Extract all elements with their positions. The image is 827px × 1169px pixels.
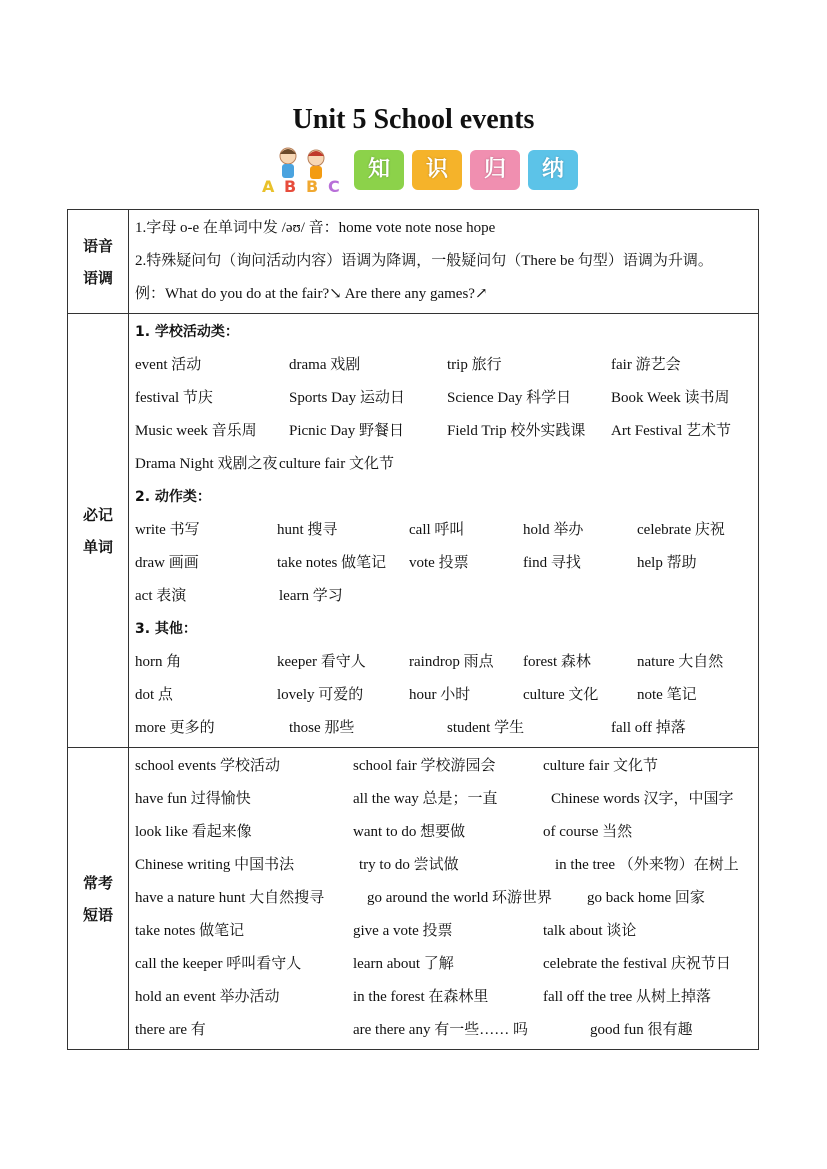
- vocab-row: [135, 415, 756, 448]
- vocab-item: hour 小时: [409, 687, 471, 703]
- phrase-item: learn about 了解: [353, 956, 454, 972]
- vocab-item: Picnic Day 野餐日: [289, 423, 404, 439]
- vocab-row: [135, 349, 756, 382]
- vocab-item: dot 点: [135, 687, 173, 703]
- vocab-item: raindrop 雨点: [409, 654, 494, 670]
- vocab-item: festival 节庆: [135, 390, 213, 406]
- vocab-item: hunt 搜寻: [277, 522, 338, 538]
- section-content: [129, 748, 759, 1050]
- banner-char: 归: [470, 150, 520, 190]
- section-category: [68, 748, 129, 1050]
- vocab-item: lovely 可爱的: [277, 687, 364, 703]
- vocab-item: Music week 音乐周: [135, 423, 257, 439]
- vocab-row: [135, 514, 756, 547]
- vocab-item: Sports Day 运动日: [289, 390, 405, 406]
- section-content: [129, 314, 759, 748]
- vocab-item: keeper 看守人: [277, 654, 366, 670]
- vocab-item: horn 角: [135, 654, 182, 670]
- vocab-item: Field Trip 校外实践课: [447, 423, 586, 439]
- vocab-item: forest 森林: [523, 654, 591, 670]
- phrase-item: in the forest 在森林里: [353, 989, 489, 1005]
- group-heading: 2. 动作类：: [135, 489, 211, 505]
- vocab-item: note 笔记: [637, 687, 697, 703]
- phrase-row: [135, 849, 756, 882]
- vocab-row: [135, 448, 756, 481]
- vocab-item: celebrate 庆祝: [637, 522, 725, 538]
- phrase-item: go around the world 环游世界: [367, 890, 552, 906]
- vocab-item: nature 大自然: [637, 654, 724, 670]
- svg-text:B: B: [284, 177, 297, 196]
- phrase-item: try to do 尝试做: [359, 857, 459, 873]
- section-category: [68, 314, 129, 748]
- section-row: [68, 210, 759, 314]
- phrase-item: talk about 谈论: [543, 923, 637, 939]
- banner-char: 纳: [528, 150, 578, 190]
- vocab-item: learn 学习: [279, 588, 343, 604]
- vocab-item: hold 举办: [523, 522, 584, 538]
- phrase-item: give a vote 投票: [353, 923, 453, 939]
- phrase-row: [135, 948, 756, 981]
- vocab-item: Drama Night 戏剧之夜: [135, 456, 278, 472]
- category-label: 单词: [82, 537, 113, 556]
- phrase-row: [135, 915, 756, 948]
- vocab-item: event 活动: [135, 357, 202, 373]
- group-heading: 1. 学校活动类：: [135, 324, 239, 340]
- phrase-item: take notes 做笔记: [135, 923, 245, 939]
- vocab-item: drama 戏剧: [289, 357, 361, 373]
- phrase-row: [135, 1014, 756, 1047]
- phonics-line: 2.特殊疑问句（询问活动内容）语调为降调，一般疑问句（There be 句型）语调为升调。: [135, 253, 713, 269]
- kids-abc-illustration: [258, 144, 350, 196]
- banner-characters: [354, 150, 578, 190]
- phonics-line: 1.字母 o-e 在单词中发 /əʊ/ 音：home vote note nose hope: [135, 220, 496, 236]
- phrase-item: school fair 学校游园会: [353, 758, 496, 774]
- vocab-item: fall off 掉落: [611, 720, 686, 736]
- phrase-item: have a nature hunt 大自然搜寻: [135, 890, 325, 906]
- vocab-row: [135, 382, 756, 415]
- phrase-item: celebrate the festival 庆祝节日: [543, 956, 731, 972]
- svg-text:C: C: [328, 177, 340, 196]
- vocab-row: [135, 547, 756, 580]
- phrase-row: [135, 981, 756, 1014]
- phrase-item: hold an event 举办活动: [135, 989, 280, 1005]
- vocab-row: [135, 580, 756, 613]
- vocab-item: act 表演: [135, 588, 187, 604]
- vocab-item: fair 游艺会: [611, 357, 681, 373]
- phrase-item: school events 学校活动: [135, 758, 280, 774]
- phrase-item: call the keeper 呼叫看守人: [135, 956, 302, 972]
- vocab-item: write 书写: [135, 522, 200, 538]
- vocab-item: Book Week 读书周: [611, 390, 730, 406]
- phrase-item: look like 看起来像: [135, 824, 252, 840]
- phrase-row: [135, 750, 756, 783]
- group-heading: 3. 其他：: [135, 621, 197, 637]
- phrase-item: go back home 回家: [587, 890, 705, 906]
- phrase-item: want to do 想要做: [353, 824, 466, 840]
- phrase-row: [135, 816, 756, 849]
- section-row: [68, 748, 759, 1050]
- vocab-item: more 更多的: [135, 720, 215, 736]
- vocab-item: Art Festival 艺术节: [611, 423, 731, 439]
- phrase-item: there are 有: [135, 1022, 206, 1038]
- phrase-item: all the way 总是；一直: [353, 791, 498, 807]
- banner-char: 知: [354, 150, 404, 190]
- vocab-item: culture fair 文化节: [279, 456, 394, 472]
- phrase-item: in the tree （外来物）在树上: [555, 857, 739, 873]
- svg-text:A: A: [262, 177, 275, 196]
- banner-char: 识: [412, 150, 462, 190]
- phrase-item: Chinese writing 中国书法: [135, 857, 295, 873]
- category-label: 必记: [82, 505, 113, 524]
- category-label: 语音: [82, 236, 113, 255]
- phrase-item: fall off the tree 从树上掉落: [543, 989, 712, 1005]
- phrase-item: are there any 有一些…… 吗: [353, 1022, 528, 1038]
- vocab-item: take notes 做笔记: [277, 555, 387, 571]
- phrase-item: culture fair 文化节: [543, 758, 658, 774]
- vocab-row: [135, 679, 756, 712]
- category-label: 语调: [82, 268, 113, 287]
- category-label: 常考: [82, 873, 113, 892]
- section-content: [129, 210, 759, 314]
- vocab-item: vote 投票: [409, 555, 469, 571]
- vocab-item: find 寻找: [523, 555, 581, 571]
- phrase-item: have fun 过得愉快: [135, 791, 251, 807]
- phrase-item: good fun 很有趣: [590, 1022, 693, 1038]
- vocab-item: draw 画画: [135, 555, 199, 571]
- knowledge-banner: [258, 144, 588, 196]
- category-label: 短语: [82, 905, 113, 924]
- section-category: [68, 210, 129, 314]
- vocab-item: Science Day 科学日: [447, 390, 572, 406]
- vocab-item: call 呼叫: [409, 522, 465, 538]
- vocab-item: student 学生: [447, 720, 525, 736]
- phrase-item: of course 当然: [543, 824, 633, 840]
- phonics-line: 例：What do you do at the fair?↘ Are there any games?↗: [135, 286, 488, 302]
- phrase-row: [135, 882, 756, 915]
- page-title: Unit 5 School events: [292, 104, 535, 135]
- vocab-item: culture 文化: [523, 687, 599, 703]
- knowledge-table: [67, 209, 759, 1050]
- vocab-item: trip 旅行: [447, 357, 502, 373]
- vocab-row: [135, 646, 756, 679]
- phrase-row: [135, 783, 756, 816]
- svg-text:B: B: [306, 177, 319, 196]
- phrase-item: Chinese words 汉字，中国字: [551, 791, 734, 807]
- vocab-item: those 那些: [289, 720, 355, 736]
- vocab-item: help 帮助: [637, 555, 697, 571]
- section-row: [68, 314, 759, 748]
- vocab-row: [135, 712, 756, 745]
